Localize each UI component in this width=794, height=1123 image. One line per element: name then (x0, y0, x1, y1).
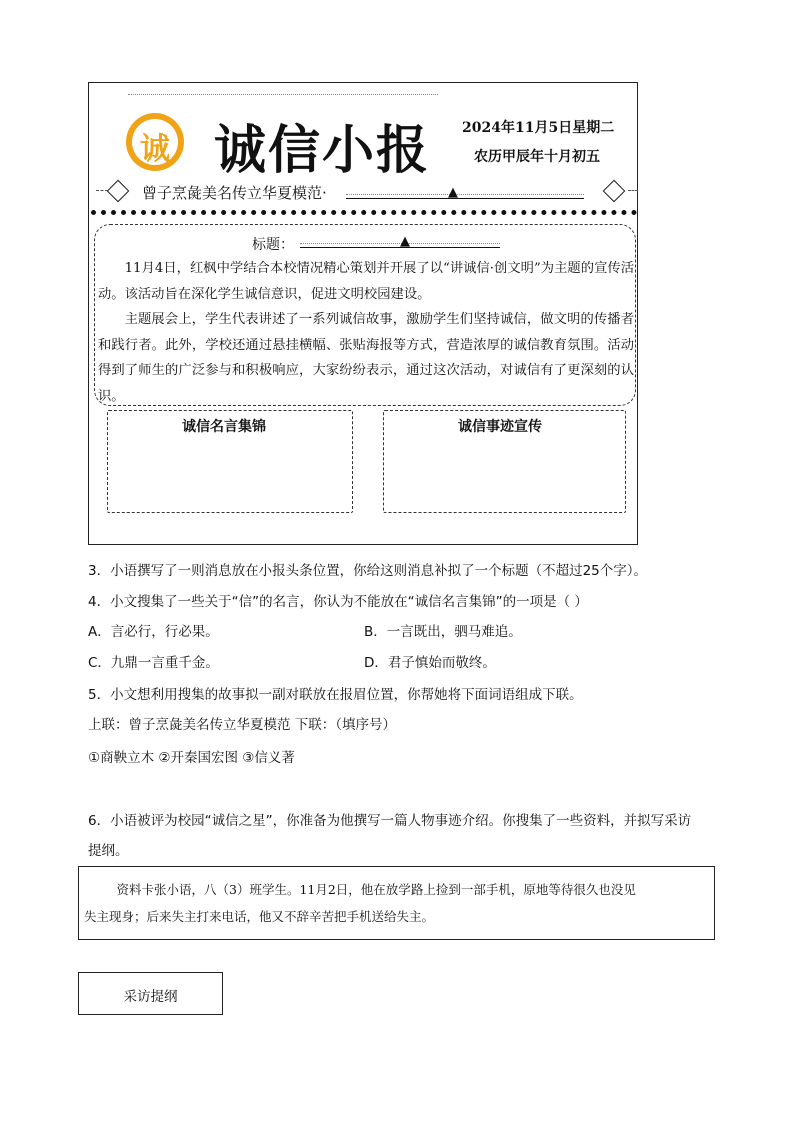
interview-outline-label: 采访提纲 (123, 989, 178, 1005)
slogan-dash-right (628, 190, 638, 191)
couplet-options: ①商鞅立木 ②开秦国宏图 ③信义著 (88, 750, 295, 766)
header-slogan: 曾子烹彘美名传立华夏模范· (142, 184, 327, 202)
date-line-lunar: 农历甲辰年十月初五 (474, 149, 600, 165)
option-c: C．九鼎一言重千金。 (88, 655, 219, 671)
slogan-blank-line[interactable] (346, 198, 584, 199)
option-d: D．君子慎始而敬终。 (364, 655, 496, 671)
article-body (98, 256, 634, 409)
couplet-line: 上联：曾子烹彘美名传立华夏模范 下联：（填序号） (88, 717, 397, 733)
article-title-label: 标题： (252, 237, 294, 253)
quotes-box-title: 诚信名言集锦 (182, 419, 266, 435)
question-6-line-1: 6．小语被评为校园“诚信之星”，你准备为他撰写一篇人物事迹介绍。你搜集了一些资料，并拟写采访 (88, 813, 692, 829)
slogan-blank-dots (346, 194, 584, 195)
option-b: B．一言既出，驷马难追。 (364, 624, 522, 640)
header-dotted-rule (128, 94, 438, 95)
question-3: 3．小语撰写了一则消息放在小报头条位置，你给这则消息补拟了一个标题（不超过25个字）。 (88, 563, 648, 579)
thick-dotted-divider (91, 210, 637, 215)
info-card-line-1: 资料卡张小语，八（3）班学生。11月2日，他在放学路上捡到一部手机，原地等待很久也没见 (116, 882, 636, 897)
option-a: A．言必行，行必果。 (88, 624, 219, 640)
date-line-gregorian: 2024年11月5日星期二 (462, 120, 615, 136)
logo-inner-circle (132, 119, 178, 165)
question-6-line-2: 提纲。 (88, 843, 129, 859)
question-4: 4．小文搜集了一些关于“信”的名言，你认为不能放在“诚信名言集锦”的一项是（ ） (88, 594, 588, 610)
article-paragraph-1: 11月4日，红枫中学结合本校情况精心策划并开展了以“讲诚信·创文明”为主题的宣传活动。该活动旨在深化学生诚信意识，促进文明校园建设。 (98, 261, 634, 302)
deeds-box-title: 诚信事迹宣传 (458, 419, 542, 435)
integrity-logo-icon (126, 113, 184, 171)
title-marker-triangle: ▲ (400, 234, 410, 249)
info-card-line-2: 失主现身；后来失主打来电话，他又不辞辛苦把手机送给失主。 (84, 909, 435, 924)
question-5: 5．小文想利用搜集的故事拟一副对联放在报眉位置，你帮她将下面词语组成下联。 (88, 687, 583, 703)
newspaper-title: 诚信小报 (214, 121, 431, 181)
article-paragraph-2: 主题展会上，学生代表讲述了一系列诚信故事，激励学生们坚持诚信，做文明的传播者和践行者。此外，学校还通过悬挂横幅、张贴海报等方式，营造浓厚的诚信教育氛围。活动得到了师生的广泛参与和积极响应，大家纷纷表示，通过这次活动，对诚信有了更深刻的认识。 (98, 312, 634, 404)
logo-character: 诚 (140, 132, 170, 167)
blank-marker-triangle: ▲ (448, 185, 458, 200)
info-card-text (84, 876, 710, 930)
